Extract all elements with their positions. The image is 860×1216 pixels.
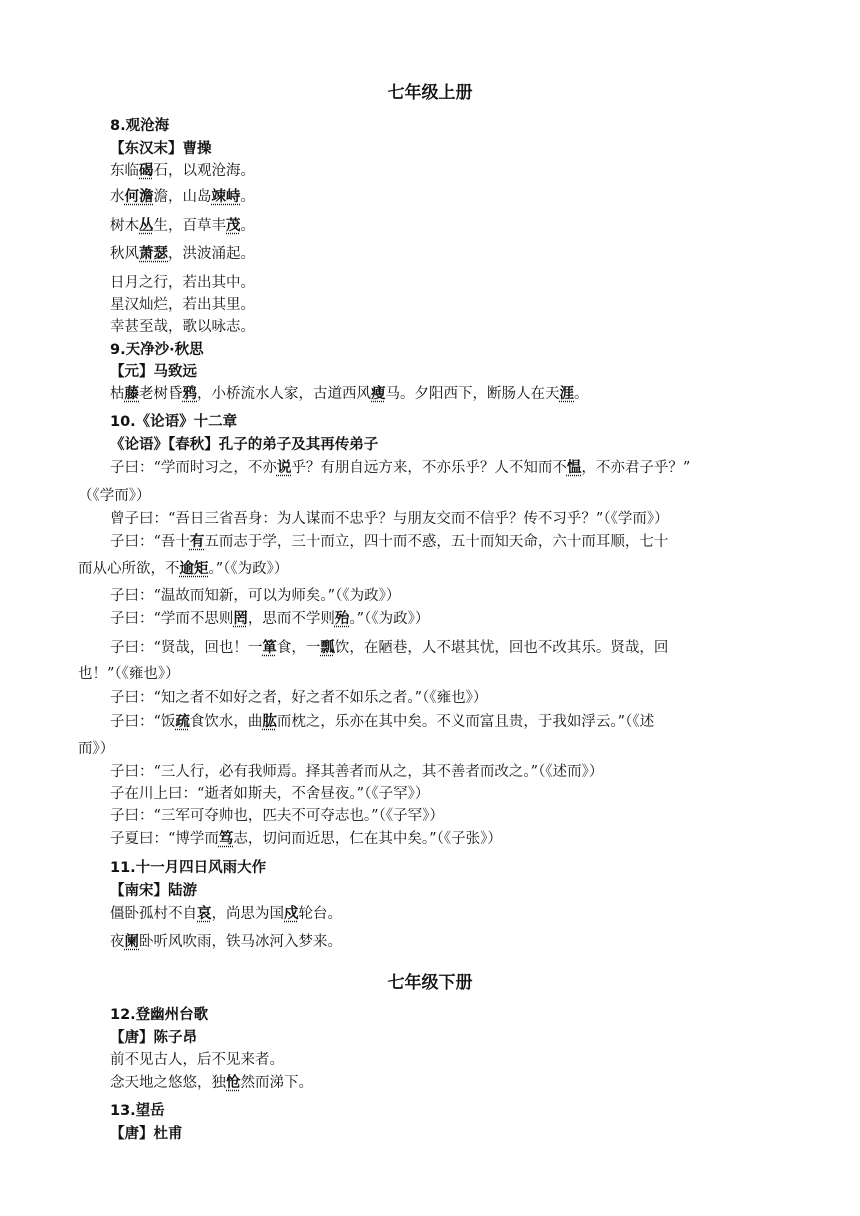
text-line: 子曰：“三人行，必有我师焉。择其善者而从之，其不善者而改之。”（《述而》） — [110, 764, 604, 780]
poem-title: 10.《论语》十二章 — [110, 414, 238, 430]
poem-line: 前不见古人，后不见来者。 — [110, 1052, 284, 1068]
text-line: 子曰：“知之者不如好之者，好之者不如乐之者。”（《雍也》） — [110, 690, 488, 706]
poem-line: 水何澹澹，山岛竦峙。 — [110, 188, 255, 205]
poem-line: 东临碣石，以观沧海。 — [110, 162, 255, 179]
poem-line: 枯藤老树昏鸦，小桥流水人家，古道西风瘦马。夕阳西下，断肠人在天涯。 — [110, 385, 589, 402]
text-line: 而》） — [78, 741, 115, 757]
poem-author: 【东汉末】曹操 — [110, 141, 212, 157]
text-line: 子曰：“贤哉，回也！一箪食，一瓢饮，在陋巷，人不堪其忧，回也不改其乐。贤哉，回 — [110, 639, 669, 656]
poem-line: 念天地之悠悠，独怆然而涕下。 — [110, 1074, 313, 1091]
text-line: 而从心所欲，不逾矩。”（《为政》） — [78, 560, 289, 577]
poem-title: 11.十一月四日风雨大作 — [110, 860, 267, 876]
poem-author: 【唐】陈子昂 — [110, 1030, 197, 1046]
text-line: 子曰：“学而时习之，不亦说乎？有朋自远方来，不亦乐乎？人不知而不愠，不亦君子乎？” — [110, 459, 691, 476]
section-heading-grade7-vol1: 七年级上册 — [387, 83, 473, 103]
poem-line: 夜阑卧听风吹雨，铁马冰河入梦来。 — [110, 933, 342, 950]
poem-line: 日月之行，若出其中。 — [110, 275, 255, 291]
text-line: 子夏曰：“博学而笃志，切问而近思，仁在其中矣。”（《子张》） — [110, 830, 502, 847]
poem-line: 秋风萧瑟，洪波涌起。 — [110, 245, 255, 262]
poem-author: 《论语》【春秋】孔子的弟子及其再传弟子 — [110, 437, 379, 453]
poem-line: 幸甚至哉，歌以咏志。 — [110, 319, 255, 335]
text-line: 子曰：“温故而知新，可以为师矣。”（《为政》） — [110, 588, 401, 604]
text-line: 子曰：“饭疏食饮水，曲肱而枕之，乐亦在其中矣。不义而富且贵，于我如浮云。”（《述 — [110, 713, 655, 730]
text-line: 也！”（《雍也》） — [78, 666, 180, 682]
poem-title: 9.天净沙·秋思 — [110, 342, 204, 358]
text-line: 子曰：“吾十有五而志于学，三十而立，四十而不惑，五十而知天命，六十而耳顺，七十 — [110, 533, 669, 550]
poem-line: 僵卧孤村不自哀，尚思为国戍轮台。 — [110, 905, 342, 922]
poem-title: 13.望岳 — [110, 1103, 165, 1119]
text-line: 子曰：“三军可夺帅也，匹夫不可夺志也。”（《子罕》） — [110, 808, 444, 824]
poem-line: 星汉灿烂，若出其里。 — [110, 297, 255, 313]
text-line: 子在川上曰：“逝者如斯夫，不舍昼夜。”（《子罕》） — [110, 786, 430, 802]
poem-author: 【元】马致远 — [110, 364, 197, 380]
text-line: 子曰：“学而不思则罔，思而不学则殆。”（《为政》） — [110, 610, 430, 627]
text-line: （《学而》） — [78, 488, 151, 504]
section-heading-grade7-vol2: 七年级下册 — [387, 973, 473, 993]
poem-author: 【南宋】陆游 — [110, 883, 197, 899]
poem-title: 8.观沧海 — [110, 118, 170, 134]
poem-title: 12.登幽州台歌 — [110, 1007, 209, 1023]
poem-line: 树木丛生，百草丰茂。 — [110, 217, 255, 234]
poem-author: 【唐】杜甫 — [110, 1126, 183, 1142]
text-line: 曾子曰：“吾日三省吾身：为人谋而不忠乎？与朋友交而不信乎？传不习乎？”（《学而》） — [110, 511, 669, 527]
